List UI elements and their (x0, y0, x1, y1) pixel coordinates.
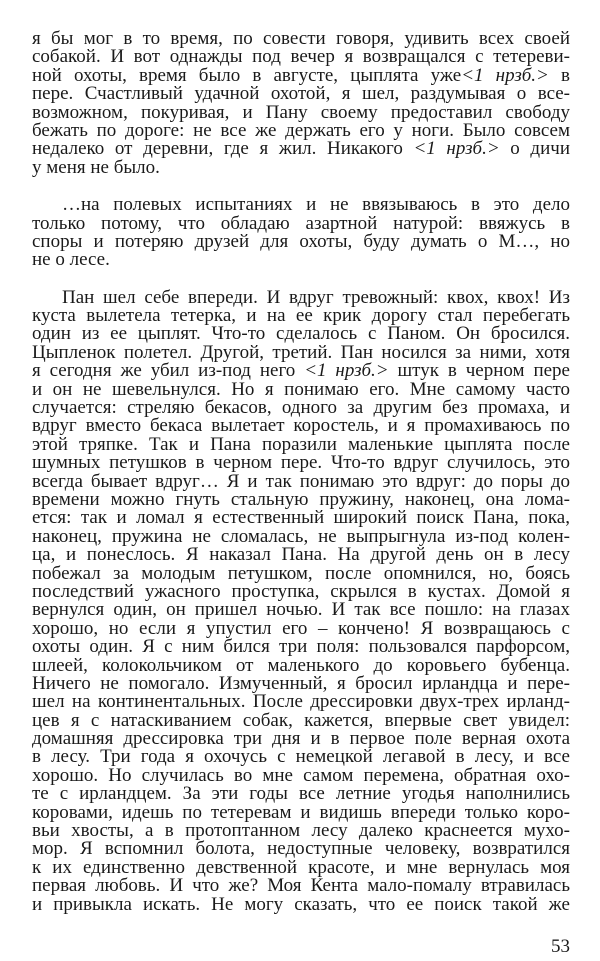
text-line: коровами, идешь по тетеревам и видишь впереди только коро- (32, 801, 570, 823)
text-line: ца, и понеслось. Я наказал Пана. На другой день он в лесу (32, 544, 570, 566)
text-line: наконец, пружина не сломалась, не выпрыгнула из-под колен- (32, 525, 570, 547)
text-line: те с ирландцем. За эти годы все летние угодья наполнились (32, 783, 570, 805)
paragraph (32, 196, 570, 270)
text-line: шумных петушков в черном пере. Что-то вдруг случилось, это (32, 452, 570, 474)
text-line: собакой. И вот однажды под вечер я возвращался с тетереви- (32, 46, 570, 68)
text-line: Ничего не помогало. Измученный, я бросил ирландца и пере- (32, 672, 570, 694)
paragraph (32, 286, 570, 915)
text-line: только потому, что обладаю азартной натурой: ввяжусь в (32, 212, 570, 234)
illegible-mark: <1 нрзб.> (461, 64, 549, 86)
page-number: 53 (551, 936, 570, 957)
text-line: шел на континентальных. После дрессировки двух-трех ирланд- (32, 691, 570, 713)
text-line: случается: стреляю бекасов, одного за другим без промаха, и (32, 397, 570, 419)
text-line: времени можно гнуть стальную пружину, наконец, она лома- (32, 488, 570, 510)
text-line: я сегодня же убил из-под него <1 нрзб.> штук в черном пере (32, 360, 570, 382)
text-line: и он не шевельнулся. Но я понимаю его. Мне самому часто (32, 378, 570, 400)
text-line: споры и потеряю друзей для охоты, буду думать о М…, но (32, 230, 570, 252)
text-line: домашняя дрессировка три дня и в первое поле верная охота (32, 728, 570, 750)
text-line: и привыкла искать. Не могу сказать, что ее поиск такой же (32, 893, 570, 915)
text-line: бежать по дороге: не все же держать его у ноги. Было совсем (32, 119, 570, 141)
text-line: ется: так и ломал я естественный широкий поиск Пана, пока, (32, 507, 570, 529)
text-line: этой тряпке. Так и Пана поразили маленькие цыплята после (32, 433, 570, 455)
text-line: в лесу. Три года я охочусь с немецкой легавой в лесу, и все (32, 746, 570, 768)
page-body (32, 30, 570, 914)
text-line: всегда бывает вдруг… Я и так понимаю это вдруг: до поры до (32, 470, 570, 492)
text-line: мор. Я вспомнил болота, недоступные человеку, возвратился (32, 838, 570, 860)
paragraph (32, 30, 570, 177)
text-line: возможном, покуривая, и Пану своему предоставил свободу (32, 101, 570, 123)
text-line: цев я с натаскиванием собак, кажется, впервые свет увидел: (32, 709, 570, 731)
text-line: побежал за молодым петушком, после опомнился, но, боясь (32, 562, 570, 584)
text-line: пере. Счастливый удачной охотой, я шел, раздумывая о все- (32, 83, 570, 105)
text-line: Цыпленок полетел. Другой, третий. Пан носился за ними, хотя (32, 341, 570, 363)
text-line: к их единственно девственной красоте, и мне вернулась моя (32, 856, 570, 878)
illegible-mark: <1 нрзб.> (413, 138, 500, 160)
text-line: последствий ужасного проступка, скрылся в кустах. Домой я (32, 580, 570, 602)
text-line: вернулся один, он пришел ночью. И так все пошло: на глазах (32, 599, 570, 621)
text-line: вьи хвосты, а в протоптанном лесу далеко краснеется мухо- (32, 820, 570, 842)
illegible-mark: <1 нрзб.> (304, 360, 389, 382)
text-line: охоты один. Я с ним бился три поля: пользовался парфорсом, (32, 636, 570, 658)
text-line: один из ее цыплят. Что-то сделалось с Паном. Он бросился. (32, 323, 570, 345)
text-line: хорошо, но если я упустил его – кончено! Я возвращаюсь с (32, 617, 570, 639)
text-line: ной охоты, время было в августе, цыплята уже<1 нрзб.> в (32, 64, 570, 86)
text-line: я бы мог в то время, по совести говоря, удивить всех своей (32, 28, 570, 49)
text-line: первая любовь. И что же? Моя Кента мало-помалу втравилась (32, 875, 570, 897)
text-line: вдруг вместо бекаса вылетает коростель, и я промахиваюсь по (32, 415, 570, 437)
text-line: недалеко от деревни, где я жил. Никакого <1 нрзб.> о дичи (32, 138, 570, 160)
text-line: Пан шел себе впереди. И вдруг тревожный: квох, квох! Из (62, 286, 570, 308)
text-line: куста вылетела тетерка, и на ее крик дорогу стал перебегать (32, 305, 570, 327)
text-line: шлеей, колокольчиком от маленького до коровьего бубенца. (32, 654, 570, 676)
text-line: не о лесе. (32, 249, 110, 271)
text-line: хорошо. Но случилась во мне самом перемена, обратная охо- (32, 764, 570, 786)
text-line: у меня не было. (32, 156, 160, 178)
text-line: …на полевых испытаниях и не ввязываюсь в это дело (62, 194, 570, 216)
